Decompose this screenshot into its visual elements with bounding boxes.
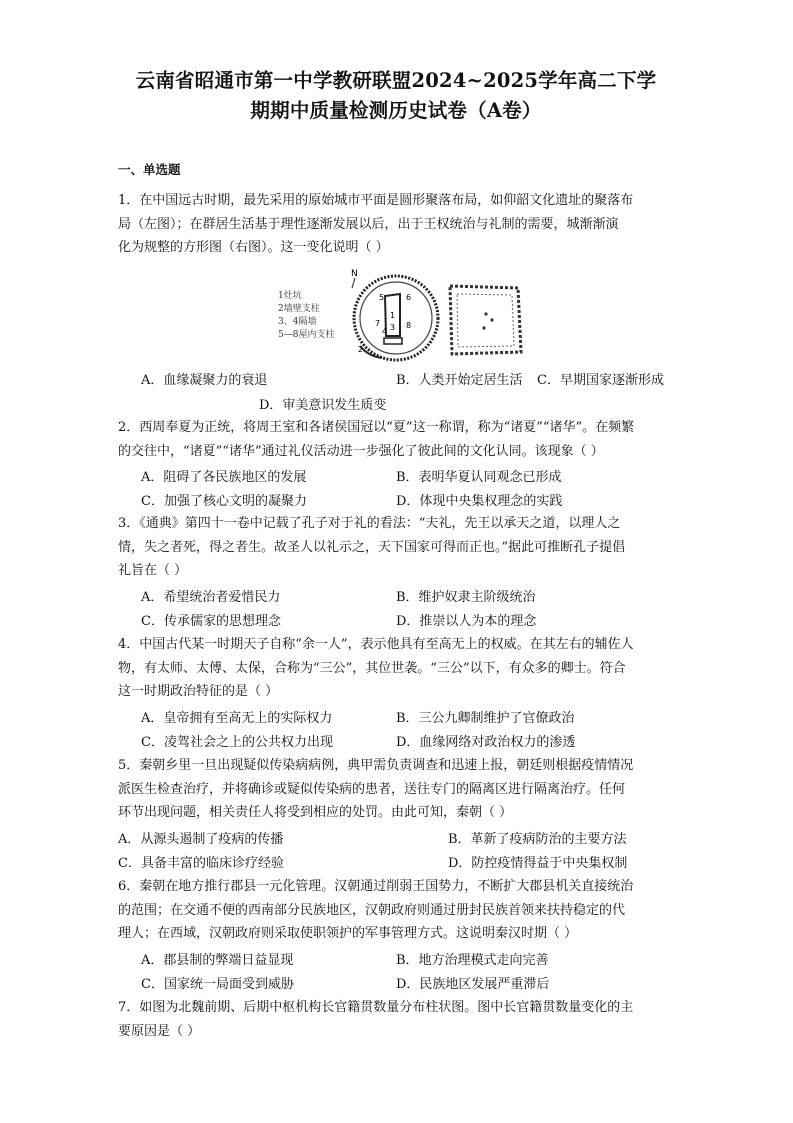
legend-item: 1灶坑 <box>278 291 302 301</box>
question-line: 化为规整的方形图（右图）。这一变化说明（ ） <box>118 240 389 255</box>
q6-option-a[interactable]: A．郡县制的弊端日益显现 <box>141 953 294 968</box>
question-line: 3．《通典》第四十一卷中记载了孔子对于礼的看法：“夫礼，先王以承天之道，以理人之 <box>118 516 621 531</box>
q3-option-a[interactable]: A．希望统治者爱惜民力 <box>141 590 281 605</box>
question-line: 2．西周奉夏为正统，将周王室和各诸侯国冠以“夏”这一称谓，称为“诸夏”“诸华”。在频繁 <box>118 420 635 435</box>
q6-option-d[interactable]: D．民族地区发展严重滞后 <box>396 977 550 992</box>
question-line: 礼旨在（ ） <box>118 563 188 578</box>
square-settlement-plan <box>450 286 521 354</box>
q6-option-b[interactable]: B．地方治理模式走向完善 <box>396 953 549 968</box>
figure-number: 4 <box>382 327 388 336</box>
question-line: 理人；在西域，汉朝政府则采取使职领护的军事管理方式。这说明秦汉时期（ ） <box>118 926 578 941</box>
post-hole <box>484 312 487 315</box>
q4-option-a[interactable]: A．皇帝拥有至高无上的实际权力 <box>141 711 333 726</box>
legend-item: 3、4隔墙 <box>278 317 317 327</box>
figure-number: 2 <box>358 345 364 354</box>
north-label: N <box>351 269 358 279</box>
q2-option-d[interactable]: D．体现中央集权理念的实践 <box>396 494 563 509</box>
question-line: 要原因是（ ） <box>118 1023 201 1039</box>
settlement-figure <box>276 266 526 362</box>
q3-option-c[interactable]: C．传承儒家的思想理念 <box>141 614 281 629</box>
figure-number: 1 <box>390 311 396 320</box>
question-5-stem <box>118 754 678 825</box>
question-7-stem <box>118 996 678 1043</box>
question-line: 7．如图为北魏前期、后期中枢机构长官籍贯数量分布柱状图。图中长官籍贯数量变化的主 <box>118 1000 634 1015</box>
question-2-stem <box>118 416 678 463</box>
inner-wall-ring <box>360 282 432 354</box>
question-6-stem <box>118 875 678 946</box>
question-line: 物，有太师、太傅、太保，合称为“三公”，其位世袭。“三公”以下，有众多的卿士。符合 <box>118 660 626 676</box>
figure-number: 3 <box>390 323 396 332</box>
question-line: 4．中国古代某一时期天子自称“余一人”，表示他具有至高无上的权威。在其左右的辅佐人 <box>118 637 634 652</box>
q3-option-d[interactable]: D．推崇以人为本的理念 <box>396 614 537 629</box>
post-hole <box>490 318 493 321</box>
outer-wall-ring <box>354 276 438 360</box>
question-line: 6．秦朝在地方推行郡县一元化管理。汉朝通过削弱王国势力，不断扩大郡县机关直接统治 <box>118 879 634 894</box>
question-line: 这一时期政治特征的是（ ） <box>118 684 279 699</box>
post-hole <box>482 326 485 329</box>
square-inner-wall <box>457 294 514 347</box>
q2-option-a[interactable]: A．阻碍了各民族地区的发展 <box>141 470 307 485</box>
q6-option-c[interactable]: C．国家统一局面受到威胁 <box>141 977 294 992</box>
question-line: 5．秦朝乡里一旦出现疑似传染病病例，典甲需负责调查和迅速上报，朝廷则根据疫情情况 <box>118 758 634 773</box>
legend-item: 2墙壁支柱 <box>278 304 320 314</box>
q3-option-b[interactable]: B．维护奴隶主阶级统治 <box>396 590 536 605</box>
question-line: 局（左图）；在群居生活基于理性逐渐发展以后，出于王权统治与礼制的需要，城渐渐演 <box>118 216 619 232</box>
question-line: 1．在中国远古时期，最先采用的原始城市平面是圆形聚落布局，如仰韶文化遗址的聚落布 <box>118 193 634 208</box>
q4-option-d[interactable]: D．血缘网络对政治权力的渗透 <box>396 735 576 750</box>
square-outer-wall <box>450 286 521 354</box>
q5-option-d[interactable]: D．防控疫情得益于中央集权制 <box>448 856 628 871</box>
title-line-1: 云南省昭通市第一中学教研联盟2024~2025学年高二下学 <box>135 69 657 92</box>
section-heading: 一、单选题 <box>118 162 181 177</box>
question-line: 的范围；在交通不便的西南部分民族地区，汉朝政府则通过册封民族首领来扶持稳定的代 <box>118 902 626 918</box>
figure-number: 5 <box>379 293 385 302</box>
title-line-2: 期期中质量检测历史试卷（A卷） <box>250 99 542 122</box>
question-line: 的交往中，“诸夏”“诸华”通过礼仪活动进一步强化了彼此间的文化认同。该现象（ ） <box>118 443 604 459</box>
question-3-stem <box>118 512 678 583</box>
question-4-stem <box>118 633 678 704</box>
q1-option-a[interactable]: A．血缘凝聚力的衰退 <box>141 373 268 388</box>
q5-option-c[interactable]: C．具备丰富的临床诊疗经验 <box>118 856 284 871</box>
question-line: 环节出现问题，相关责任人将受到相应的处罚。由此可知，秦朝（ ） <box>118 805 513 820</box>
figure-number: 8 <box>406 321 412 330</box>
q2-option-c[interactable]: C．加强了核心文明的凝聚力 <box>141 494 307 509</box>
question-line: 派医生检查治疗，并将确诊或疑似传染病的患者，送往专门的隔离区进行隔离治疗。任何 <box>118 781 626 797</box>
q4-option-b[interactable]: B．三公九卿制维护了官僚政治 <box>396 711 575 726</box>
legend-item: 5—8屋内支柱 <box>278 330 335 340</box>
figure-number: 6 <box>406 293 412 302</box>
exam-title <box>96 66 696 126</box>
question-1-stem <box>118 189 678 260</box>
figure-number: 7 <box>375 319 381 328</box>
north-arrow <box>352 278 355 288</box>
q4-option-c[interactable]: C．凌驾社会之上的公共权力出现 <box>141 735 333 750</box>
question-line: 情，失之者死，得之者生。故圣人以礼示之，天下国家可得而正也。”据此可推断孔子提倡 <box>118 539 626 555</box>
q1-option-d[interactable]: D．审美意识发生质变 <box>259 398 387 413</box>
entrance <box>384 338 402 344</box>
q1-option-c[interactable]: C．早期国家逐渐形成 <box>537 373 664 388</box>
round-settlement-plan <box>351 269 438 360</box>
q5-option-b[interactable]: B．革新了疫病防治的主要方法 <box>448 832 627 847</box>
q5-option-a[interactable]: A．从源头遏制了疫病的传播 <box>118 832 284 847</box>
q2-option-b[interactable]: B．表明华夏认同观念已形成 <box>396 470 562 485</box>
q1-option-b[interactable]: B．人类开始定居生活 <box>396 373 523 388</box>
